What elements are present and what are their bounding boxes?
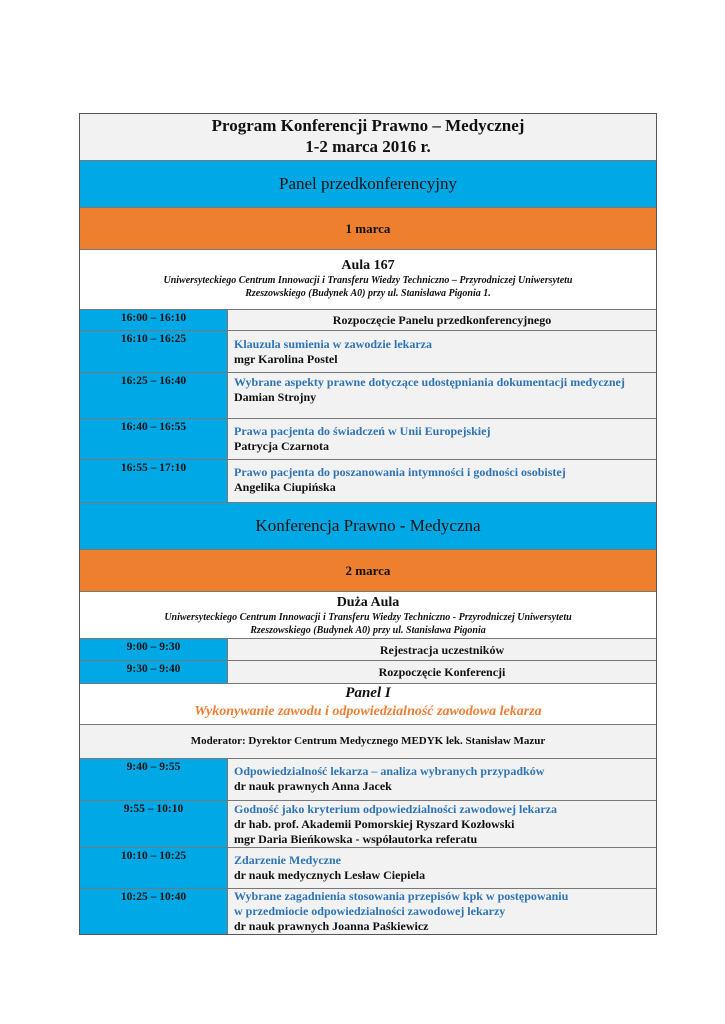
moderator-row [80,724,656,758]
session-speaker: Damian Strojny [234,390,317,404]
section1-title-row [80,160,656,207]
title-line-1: Program Konferencji Prawno – Medycznej [211,116,525,135]
opening-label: Rozpoczęcie Konferencji [228,661,656,683]
panel-label: Panel I [345,685,391,701]
time-slot: 9:40 – 9:55 [80,759,228,800]
time-slot: 16:55 – 17:10 [80,460,228,502]
venue-description: Uniwersyteckiego Centrum Innowacji i Transferu Wiedzy Techniczno - Przyrodniczej Uniwersytetu Rzeszowskiego (Budynek A0) przy ul. Stanisława Pigonia [164,612,572,636]
schedule-row [80,800,656,847]
title-line-2: 1-2 marca 2016 r. [305,137,431,156]
section2-title-row [80,502,656,549]
time-slot: 9:00 – 9:30 [80,639,228,660]
schedule-row [80,660,656,683]
session-content [228,373,656,418]
section1-title: Panel przedkonferencyjny [80,161,656,207]
session-speaker: Angelika Ciupińska [234,480,336,494]
session-topic-line-2: w przedmiocie odpowiedzialności zawodowej lekarzy [234,904,506,918]
session-content [228,460,656,502]
session-content [228,848,656,888]
schedule-row [80,847,656,888]
venue-name: Aula 167 [341,258,395,273]
section2-venue-row [80,591,656,638]
session-speaker: dr nauk prawnych Anna Jacek [234,779,392,793]
moderator: Moderator: Dyrektor Centrum Medycznego MEDYK lek. Stanisław Mazur [80,725,656,758]
session-topic: Godność jako kryterium odpowiedzialności zawodowej lekarza [234,802,557,816]
session-topic: Prawa pacjenta do świadczeń w Unii Europejskiej [234,424,491,438]
schedule-row [80,459,656,502]
section2-venue [80,592,656,638]
section1-venue [80,250,656,309]
session-speaker: dr nauk prawnych Joanna Paśkiewicz [234,919,429,933]
time-slot: 9:55 – 10:10 [80,801,228,847]
program-table [79,113,657,935]
section2-title: Konferencja Prawno - Medyczna [80,503,656,549]
section1-venue-row [80,249,656,309]
session-coauthor: mgr Daria Bieńkowska - współautorka referatu [234,832,478,846]
session-topic: Klauzula sumienia w zawodzie lekarza [234,337,432,351]
schedule-row [80,372,656,418]
session-speaker: mgr Karolina Postel [234,352,338,366]
session-content [228,419,656,459]
time-slot: 16:25 – 16:40 [80,373,228,418]
session-content [228,889,656,934]
panel-heading [80,684,656,724]
panel-row [80,683,656,724]
session-content [228,759,656,800]
time-slot: 16:00 – 16:10 [80,310,228,330]
time-slot: 10:10 – 10:25 [80,848,228,888]
program-title [80,114,656,160]
session-topic: Zdarzenie Medyczne [234,853,341,867]
session-speaker: Patrycja Czarnota [234,439,329,453]
schedule-row [80,309,656,330]
time-slot: 9:30 – 9:40 [80,661,228,683]
session-content [228,331,656,372]
session-content [228,801,656,847]
registration-label: Rejestracja uczestników [228,639,656,660]
schedule-row [80,418,656,459]
section2-date: 2 marca [80,550,656,591]
session-speaker: dr nauk medycznych Lesław Ciepiela [234,868,426,882]
opening-label: Rozpoczęcie Panelu przedkonferencyjnego [228,310,656,330]
session-topic: Odpowiedzialność lekarza – analiza wybranych przypadków [234,764,545,778]
panel-subtitle: Wykonywanie zawodu i odpowiedzialność zawodowa lekarza [194,704,542,719]
time-slot: 10:25 – 10:40 [80,889,228,934]
time-slot: 16:40 – 16:55 [80,419,228,459]
session-topic: Prawo pacjenta do poszanowania intymności i godności osobistej [234,465,566,479]
header-row [80,114,656,160]
session-topic-line-1: Wybrane zagadnienia stosowania przepisów kpk w postępowaniu [234,889,569,903]
time-slot: 16:10 – 16:25 [80,331,228,372]
schedule-row [80,758,656,800]
venue-name: Duża Aula [336,595,400,610]
section2-date-row [80,549,656,591]
venue-description: Uniwersyteckiego Centrum Innowacji i Transferu Wiedzy Techniczno – Przyrodniczej Uniwersytetu Rzeszowskiego (Budynek A0) przy ul. Stanisława Pigonia 1. [163,275,573,299]
schedule-row [80,888,656,934]
session-speaker: dr hab. prof. Akademii Pomorskiej Ryszard Kozłowski [234,817,515,831]
schedule-row [80,330,656,372]
section1-date-row [80,207,656,249]
session-topic: Wybrane aspekty prawne dotyczące udostępniania dokumentacji medycznej [234,375,625,389]
schedule-row [80,638,656,660]
section1-date: 1 marca [80,208,656,249]
